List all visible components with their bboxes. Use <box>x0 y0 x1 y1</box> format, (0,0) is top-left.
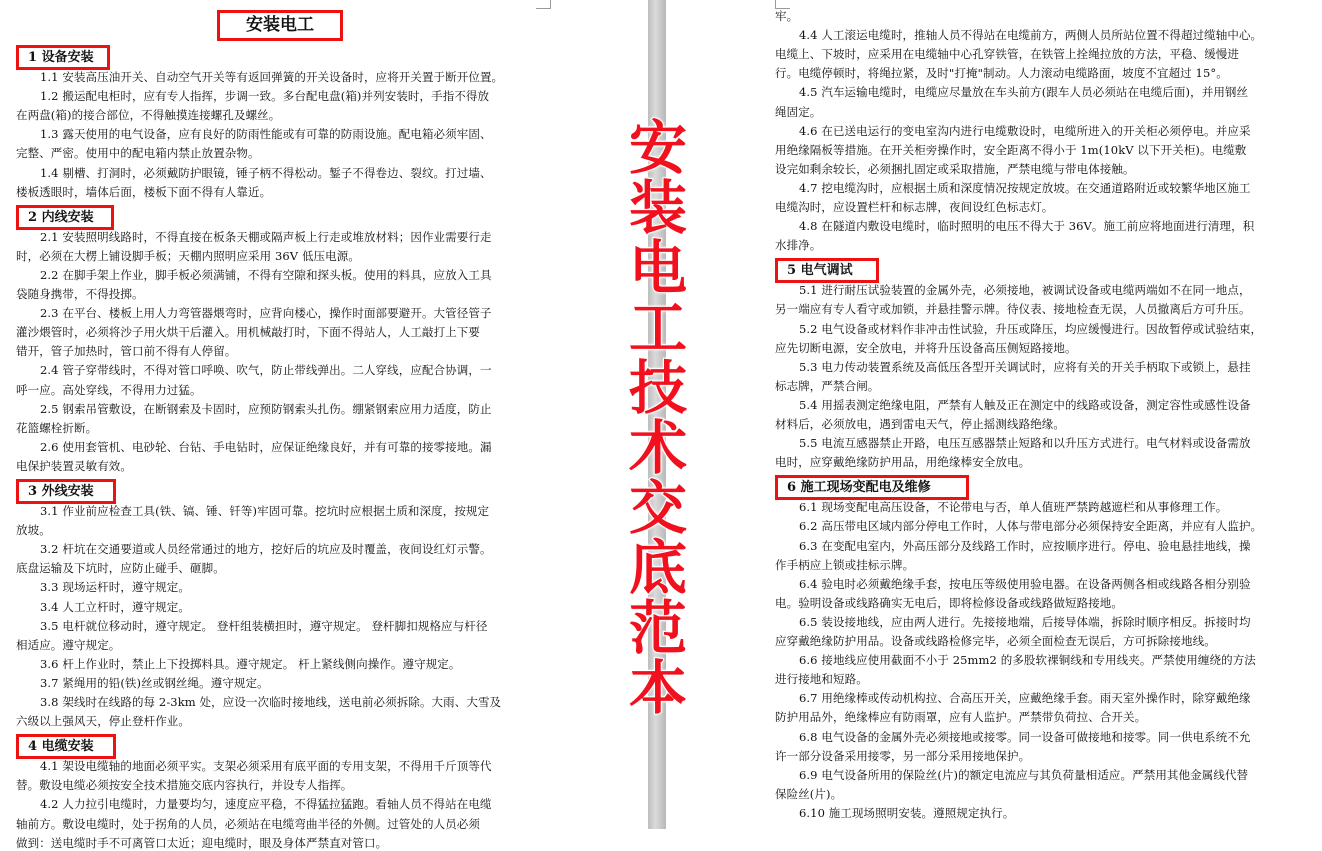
paragraph-line: 2.5 钢索吊管敷设，在断钢索及卡固时，应预防钢索头扎伤。绷紧钢索应用力适度，防止 <box>40 401 492 416</box>
paragraph-line: 1.3 露天使用的电气设备，应有良好的防雨性能或有可靠的防雨设施。配电箱必须牢固、 <box>40 127 492 142</box>
paragraph-line: 3.7 紧绳用的铅(铁)丝或钢丝绳。遵守规定。 <box>40 675 269 690</box>
paragraph-line: 应先切断电源，安全放电，并将升压设备高压侧短路接地。 <box>775 340 1077 355</box>
paragraph-line: 2.2 在脚手架上作业，脚手板必须满铺，不得有空隙和探头板。使用的料具，应放入工具 <box>40 267 492 282</box>
paragraph-line: 4.6 在已送电运行的变电室沟内进行电缆敷设时，电缆所进入的开关柜必须停电。并应采 <box>799 123 1251 138</box>
paragraph-line: 完整、严密。使用中的配电箱内禁止放置杂物。 <box>16 146 260 161</box>
paragraph-line: 2.6 使用套管机、电砂轮、台钻、手电钻时，应保证绝缘良好，并有可靠的接零接地。漏 <box>40 439 492 454</box>
overlay-title-text <box>620 114 696 722</box>
section-heading: 4 电缆安装 <box>16 734 116 759</box>
paragraph-line: 绳固定。 <box>775 104 822 119</box>
overlay-character: 电 <box>628 234 687 302</box>
paragraph-line: 在两盘(箱)的接合部位，不得触摸连接螺孔及螺丝。 <box>16 108 281 123</box>
paragraph-line: 3.2 杆坑在交通要道或人员经常通过的地方，挖好后的坑应及时覆盖，夜间设红灯示警。 <box>40 542 492 557</box>
paragraph-line: 5.5 电流互感器禁止开路，电压互感器禁止短路和以升压方式进行。电气材料或设备需放 <box>799 436 1251 451</box>
section-heading: 3 外线安装 <box>16 479 116 504</box>
overlay-character: 安 <box>628 114 687 182</box>
overlay-character: 交 <box>628 474 687 542</box>
paragraph-line: 做到：送电缆时手不可离管口太近；迎电缆时，眼及身体严禁直对管口。 <box>16 835 388 850</box>
paragraph-line: 电时，应穿戴绝缘防护用品，用绝缘棒安全放电。 <box>775 455 1031 470</box>
paragraph-line: 6.10 施工现场照明安装。遵照规定执行。 <box>799 805 1015 820</box>
paragraph-line: 相适应。遵守规定。 <box>16 637 121 652</box>
paragraph-line: 另一端应有专人看守或加锁，并悬挂警示牌。待仪表、接地检查无误，人员撤离后方可升压。 <box>775 302 1251 317</box>
paragraph-line: 2.3 在平台、楼板上用人力弯管器煨弯时，应背向楼心，操作时面部要避开。大管径管子 <box>40 306 492 321</box>
paragraph-line: 时，必须在大楞上铺设脚手板；天棚内照明应采用 36V 低压电源。 <box>16 248 360 263</box>
paragraph-line: 花篮螺栓折断。 <box>16 420 98 435</box>
paragraph-line: 保险丝(片)。 <box>775 786 843 801</box>
paragraph-line: 许一部分设备采用接零，另一部分采用接地保护。 <box>775 748 1031 763</box>
paragraph-line: 电。验明设备或线路确实无电后，即将检修设备或线路做短路接地。 <box>775 595 1123 610</box>
paragraph-line: 用绝缘隔板等措施。在开关柜旁操作时，安全距离不得小于 1m(10kV 以下开关柜)。电缆敷 <box>775 142 1247 157</box>
paragraph-line: 3.4 人工立杆时，遵守规定。 <box>40 599 190 614</box>
paragraph-line: 6.1 现场变配电高压设备，不论带电与否，单人值班严禁跨越遮栏和从事修理工作。 <box>799 500 1228 515</box>
paragraph-line: 水排净。 <box>775 238 822 253</box>
paragraph-line: 4.5 汽车运输电缆时，电缆应尽量放在车头前方(跟车人员必须站在电缆后面)，并用钢丝 <box>799 85 1249 100</box>
paragraph-line: 行。电缆停顿时，将绳拉紧，及时"打掩"制动。人力滚动电缆路面，坡度不宜超过 15°。 <box>775 66 1228 81</box>
paragraph-line: 4.4 人工滚运电缆时，推轴人员不得站在电缆前方，两侧人员所站位置不得超过缆轴中心。 <box>799 28 1263 43</box>
paragraph-line: 错开，管子加热时，管口前不得有人停留。 <box>16 344 237 359</box>
paragraph-line: 4.8 在隧道内敷设电缆时，临时照明的电压不得大于 36V。施工前应将地面进行清理，积 <box>799 219 1255 234</box>
overlay-character: 工 <box>628 294 687 362</box>
overlay-character: 底 <box>628 534 687 602</box>
paragraph-line: 3.3 现场运杆时，遵守规定。 <box>40 580 190 595</box>
paragraph-line: 6.6 接地线应使用截面不小于 25mm2 的多股软裸铜线和专用线夹。严禁使用缠绕的方法 <box>799 653 1256 668</box>
section-heading: 2 内线安装 <box>16 205 114 230</box>
overlay-character: 本 <box>628 654 687 722</box>
paragraph-line: 6.3 在变配电室内，外高压部分及线路工作时，应按顺序进行。停电、验电悬挂地线，操 <box>799 538 1251 553</box>
paragraph-line: 六级以上强风天，停止登杆作业。 <box>16 714 190 729</box>
paragraph-line: 1.1 安装高压油开关、自动空气开关等有返回弹簧的开关设备时，应将开关置于断开位置。 <box>40 70 504 84</box>
paragraph-line: 电保护装置灵敏有效。 <box>16 458 132 473</box>
paragraph-line: 替。敷设电缆必须按安全技术措施交底内容执行，并设专人指挥。 <box>16 778 353 793</box>
overlay-character: 装 <box>628 174 687 242</box>
paragraph-line: 5.4 用摇表测定绝缘电阻，严禁有人触及正在测定中的线路或设备，测定容性或感性设备 <box>799 397 1251 412</box>
paragraph-line: 3.6 杆上作业时，禁止上下投掷料具。遵守规定。 杆上紧线侧向操作。遵守规定。 <box>40 656 461 671</box>
paragraph-line: 3.8 架线时在线路的每 2-3km 处，应设一次临时接地线，送电前必须拆除。大雨、大雪及 <box>40 695 502 709</box>
paragraph-line: 1.4 剔槽、打洞时，必须戴防护眼镜，锤子柄不得松动。錾子不得卷边、裂纹。打过墙、 <box>40 165 492 180</box>
paragraph-line: 灌沙煨管时，必须将沙子用火烘干后灌入。用机械敲打时，下面不得站人，人工敲打上下要 <box>16 325 480 340</box>
paragraph-line: 2.4 管子穿带线时，不得对管口呼唤、吹气，防止带线弹出。二人穿线，应配合协调，一 <box>40 363 492 378</box>
document-title: 安装电工 <box>217 10 343 41</box>
paragraph-line: 防护用品外，绝缘棒应有防雨罩，应有人监护。严禁带负荷拉、合开关。 <box>775 710 1147 725</box>
paragraph-line: 电缆上、下坡时，应采用在电缆轴中心孔穿铁管，在铁管上拴绳拉放的方法，平稳、缓慢进 <box>775 47 1239 62</box>
paragraph-line: 进行接地和短路。 <box>775 672 868 687</box>
paragraph-line: 4.1 架设电缆轴的地面必须平实。支架必须采用有底平面的专用支架，不得用千斤顶等代 <box>40 759 492 774</box>
paragraph-line: 6.7 用绝缘棒或传动机构拉、合高压开关，应戴绝缘手套。雨天室外操作时，除穿戴绝缘 <box>799 691 1251 706</box>
paragraph-line: 5.1 进行耐压试验装置的金属外壳，必须接地，被调试设备或电缆两端如不在同一地点， <box>799 283 1251 298</box>
paragraph-line: 袋随身携带，不得投掷。 <box>16 287 144 301</box>
paragraph-line: 放坡。 <box>16 523 51 538</box>
paragraph-line: 5.3 电力传动装置系统及高低压各型开关调试时，应将有关的开关手柄取下或锁上，悬挂 <box>799 359 1251 374</box>
paragraph-line: 设完如剩余较长，必须捆扎固定或采取措施，严禁电缆与带电体接触。 <box>775 161 1135 176</box>
paragraph-line: 6.2 高压带电区域内部分停电工作时，人体与带电部分必须保持安全距离，并应有人监护。 <box>799 519 1263 534</box>
section-heading: 1 设备安装 <box>16 45 110 70</box>
paragraph-line: 底盘运输及下坑时，应防止碰手、砸脚。 <box>16 561 225 576</box>
paragraph-line: 作手柄应上锁或挂标示牌。 <box>775 557 915 572</box>
crop-mark-left <box>536 0 551 9</box>
paragraph-line: 应穿戴绝缘防护用品。设备或线路检修完毕，必须全面检查无误后，方可拆除接地线。 <box>775 634 1216 648</box>
paragraph-line: 呼一应。高处穿线，不得用力过猛。 <box>16 382 202 397</box>
paragraph-line: 材料后，必须放电，遇到雷电天气，停止摇测线路绝缘。 <box>775 417 1065 431</box>
paragraph-line: 楼板透眼时，墙体后面，楼板下面不得有人靠近。 <box>16 184 272 199</box>
paragraph-line: 1.2 搬运配电柜时，应有专人指挥，步调一致。多台配电盘(箱)并列安装时，手指不得放 <box>40 89 490 104</box>
overlay-character: 技 <box>628 354 687 422</box>
paragraph-line: 6.9 电气设备所用的保险丝(片)的额定电流应与其负荷量相适应。严禁用其他金属线代替 <box>799 767 1249 782</box>
paragraph-line: 电缆沟时，应设置栏杆和标志牌，夜间设红色标志灯。 <box>775 200 1054 214</box>
paragraph-line: 6.8 电气设备的金属外壳必须接地或接零。同一设备可做接地和接零。同一供电系统不允 <box>799 729 1251 744</box>
paragraph-line: 标志牌，严禁合闸。 <box>775 378 880 393</box>
paragraph-line: 2.1 安装照明线路时，不得直接在板条天棚或隔声板上行走或堆放材料；因作业需要行走 <box>40 229 492 244</box>
paragraph-line: 6.5 装设接地线，应由两人进行。先接接地端，后接导体端，拆除时顺序相反。拆接时均 <box>799 614 1251 629</box>
paragraph-line: 6.4 验电时必须戴绝缘手套，按电压等级使用验电器。在设备两侧各相或线路各相分别验 <box>799 576 1251 591</box>
section-heading: 5 电气调试 <box>775 258 879 283</box>
paragraph-line: 5.2 电气设备或材料作非冲击性试验，升压或降压，均应缓慢进行。因故暂停或试验结束， <box>799 321 1263 336</box>
section-heading: 6 施工现场变配电及维修 <box>775 475 969 500</box>
paragraph-line: 4.7 挖电缆沟时，应根据土质和深度情况按规定放坡。在交通道路附近或较繁华地区施工 <box>799 180 1251 195</box>
paragraph-line: 3.1 作业前应检查工具(铁、镐、锤、钎等)牢固可靠。挖坑时应根据土质和深度，按规定 <box>40 504 490 518</box>
paragraph-line: 4.2 人力拉引电缆时，力量要均匀，速度应平稳，不得猛拉猛跑。看轴人员不得站在电缆 <box>40 797 492 812</box>
paragraph-line: 牢。 <box>775 9 799 23</box>
overlay-character: 术 <box>628 414 687 482</box>
paragraph-line: 轴前方。敷设电缆时，处于拐角的人员，必须站在电缆弯曲半径的外侧。过管处的人员必须 <box>16 816 480 831</box>
paragraph-line: 3.5 电杆就位移动时，遵守规定。 登杆组装横担时，遵守规定。 登杆脚扣规格应与杆径 <box>40 618 488 633</box>
overlay-character: 范 <box>628 594 687 662</box>
